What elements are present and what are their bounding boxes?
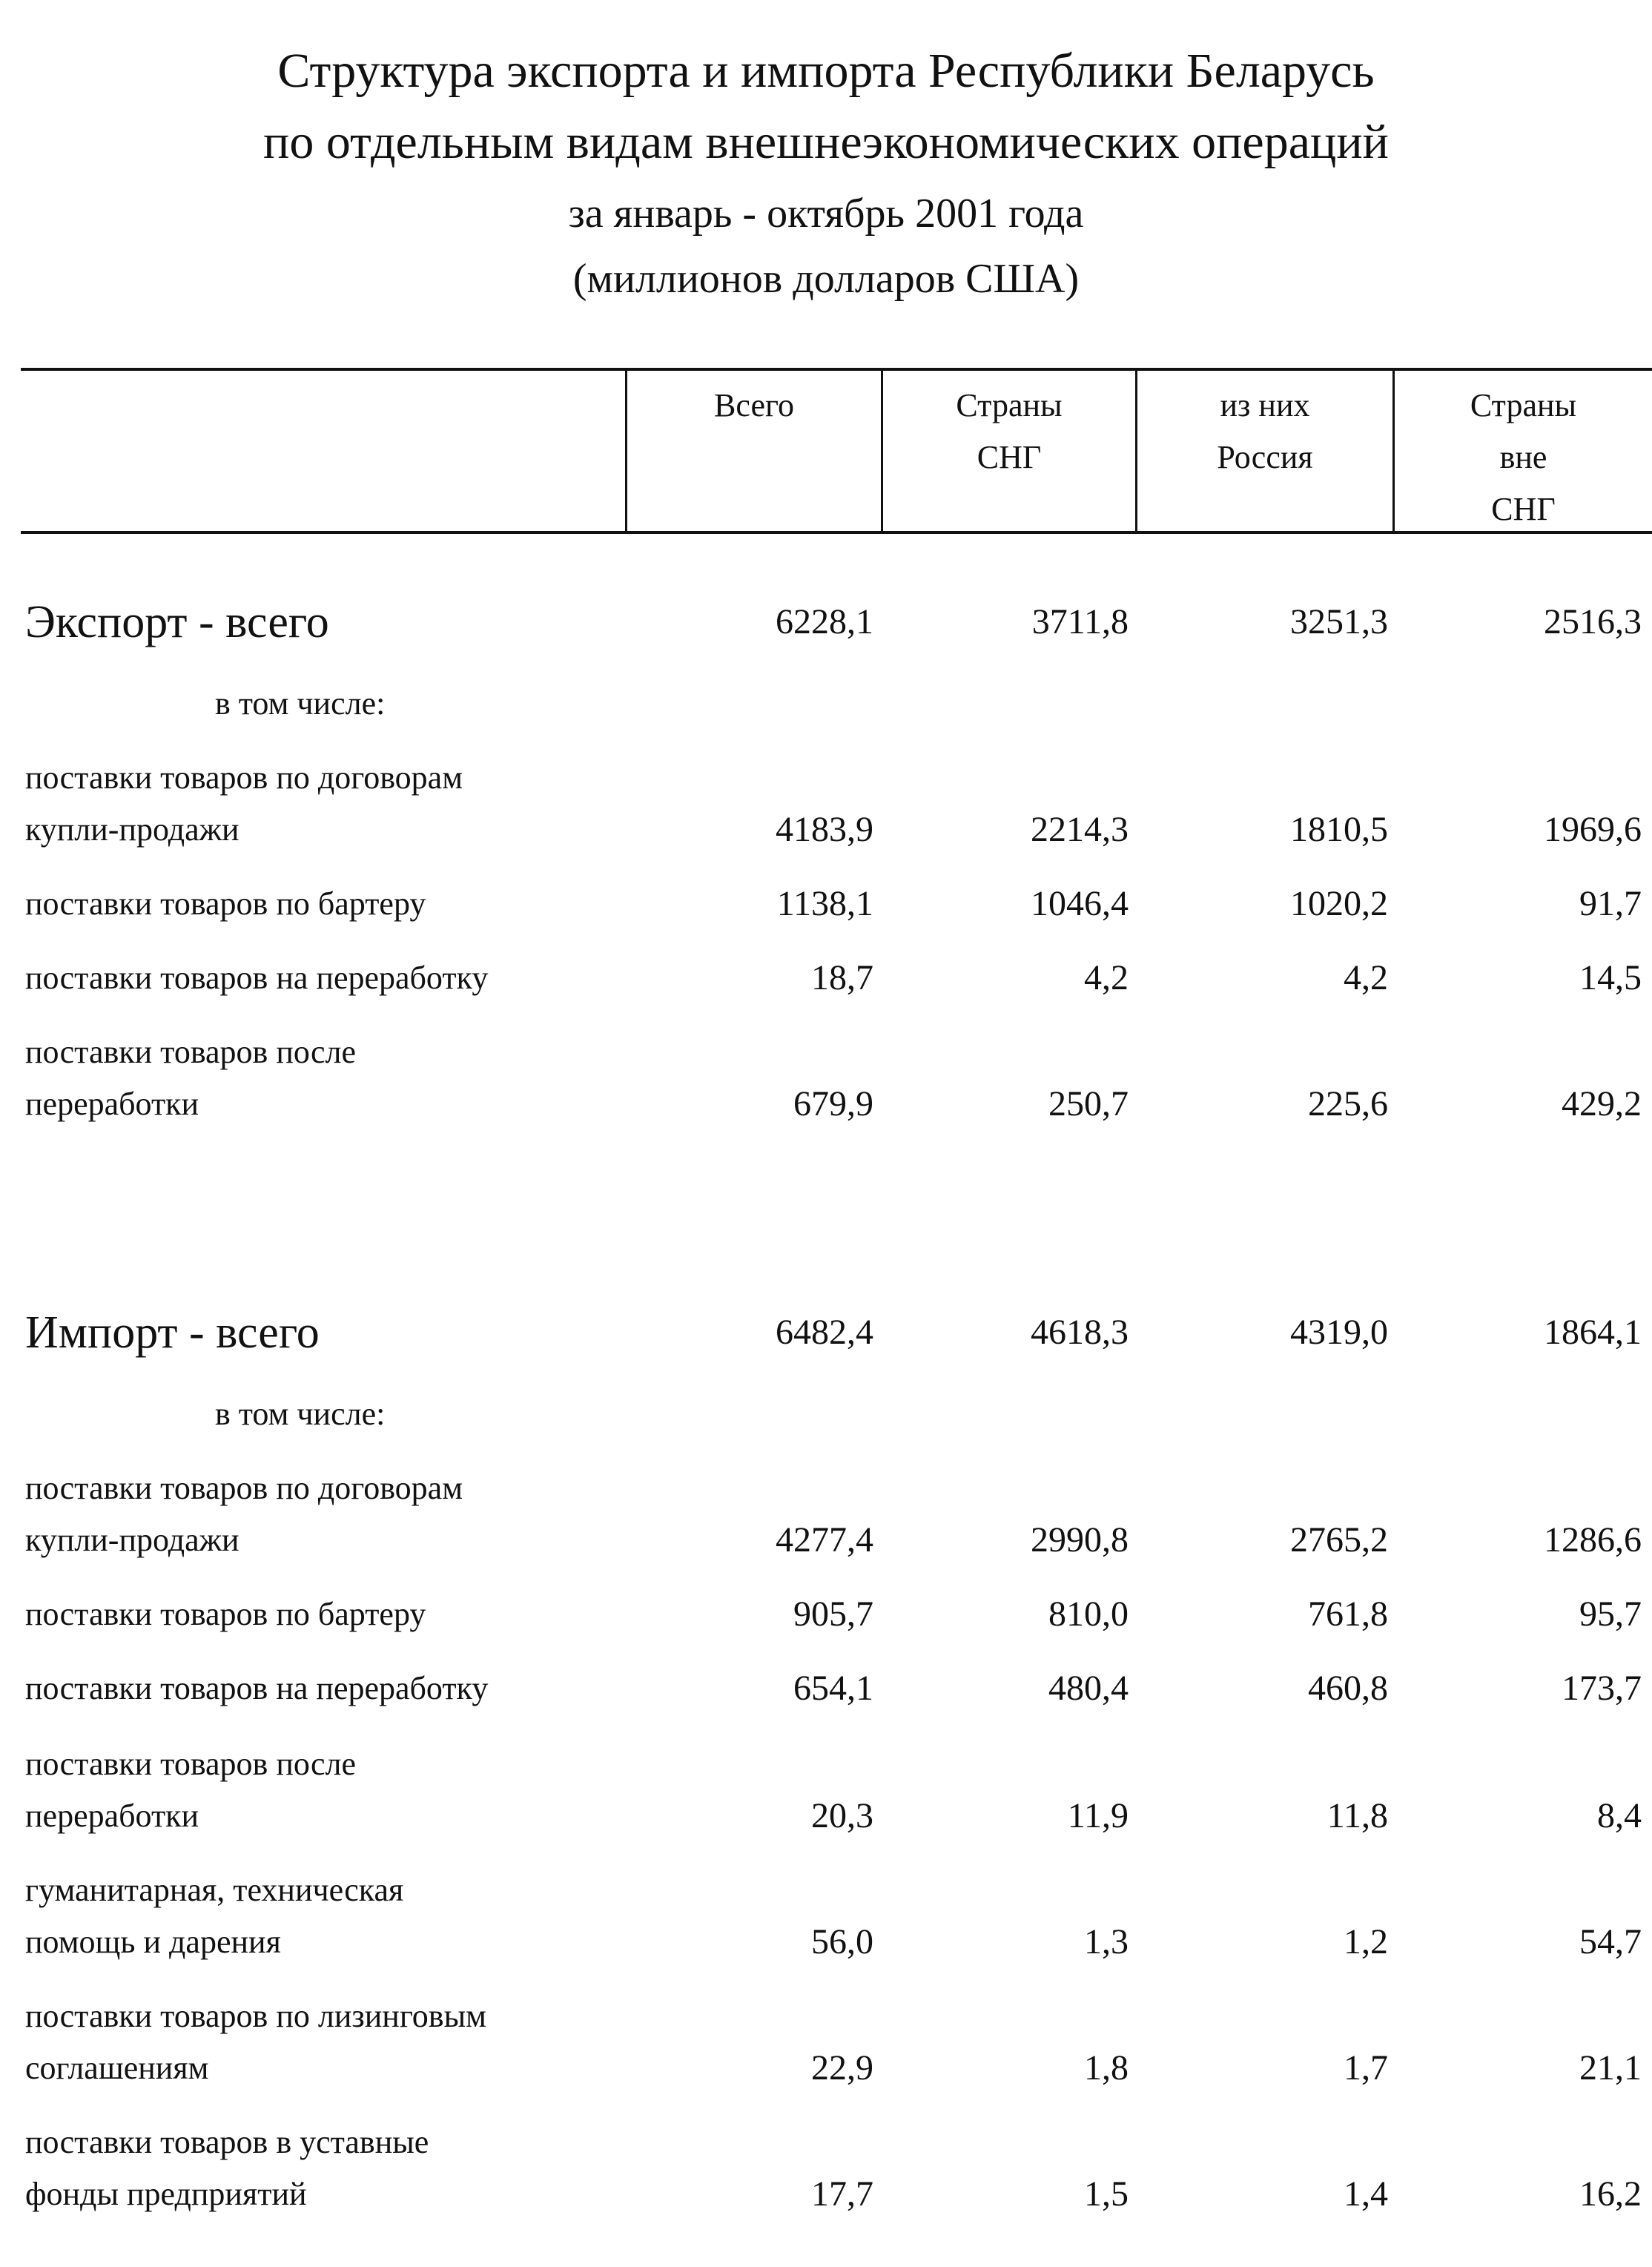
value-cell: 250,7 xyxy=(1048,1084,1129,1123)
header-top-rule xyxy=(21,368,1652,371)
value-cell: 3711,8 xyxy=(1031,602,1129,641)
table-row xyxy=(0,2116,1652,2220)
import-total-label: Импорт - всего xyxy=(25,1307,320,1358)
value-cell: 3251,3 xyxy=(1290,602,1388,641)
value-cell: 2516,3 xyxy=(1544,602,1642,641)
value-cell: 14,5 xyxy=(1579,958,1642,997)
page-title-line1: Структура экспорта и импорта Республики Беларусь xyxy=(277,44,1375,98)
value-cell: 1810,5 xyxy=(1290,810,1388,849)
table-row xyxy=(0,1864,1652,1968)
value-cell: 18,7 xyxy=(811,958,873,997)
value-cell: 4183,9 xyxy=(776,810,873,849)
header-cis: Страны СНГ xyxy=(956,387,1063,475)
table-row xyxy=(0,1588,1652,1640)
row-label: поставки товаров по договорам xyxy=(25,1470,463,1506)
value-cell: 1286,6 xyxy=(1544,1520,1642,1560)
value-cell: 1969,6 xyxy=(1544,810,1642,849)
value-cell: 429,2 xyxy=(1562,1084,1642,1123)
value-cell: 1138,1 xyxy=(776,884,873,923)
row-label: поставки товаров после xyxy=(25,1746,356,1782)
subheading: в том числе: xyxy=(215,685,386,722)
export-subheading-row xyxy=(0,678,1652,730)
value-cell: 91,7 xyxy=(1579,884,1642,923)
value-cell: 56,0 xyxy=(811,1922,873,1961)
row-label: поставки товаров в уставные xyxy=(25,2124,429,2160)
row-label: купли-продажи xyxy=(25,1522,239,1558)
value-cell: 8,4 xyxy=(1597,1796,1642,1835)
value-cell: 1,5 xyxy=(1084,2174,1129,2214)
subheading: в том числе: xyxy=(215,1396,386,1432)
value-cell: 16,2 xyxy=(1579,2174,1642,2214)
table-row xyxy=(0,1663,1652,1715)
export-total-label: Экспорт - всего xyxy=(25,597,329,647)
row-label: помощь и дарения xyxy=(25,1924,281,1960)
value-cell: 4,2 xyxy=(1084,958,1129,997)
value-cell: 679,9 xyxy=(793,1084,873,1123)
value-cell: 95,7 xyxy=(1579,1594,1642,1634)
value-cell: 4277,4 xyxy=(776,1520,873,1560)
value-cell: 1,2 xyxy=(1344,1922,1388,1961)
table-row xyxy=(0,752,1652,856)
row-label: поставки товаров по бартеру xyxy=(25,885,426,922)
row-label: поставки товаров по договорам xyxy=(25,759,463,796)
row-label: поставки товаров по бартеру xyxy=(25,1596,426,1632)
row-label: купли-продажи xyxy=(25,811,239,848)
row-label: поставки товаров на переработку xyxy=(25,960,489,996)
page-title-block xyxy=(0,36,1652,310)
table-row xyxy=(0,1462,1652,1566)
page-title-line2: по отдельным видам внешнеэкономических операций xyxy=(263,115,1389,169)
export-total-row xyxy=(0,596,1652,648)
value-cell: 2765,2 xyxy=(1290,1520,1388,1560)
import-total-row xyxy=(0,1307,1652,1359)
table-row xyxy=(0,1026,1652,1130)
value-cell: 2990,8 xyxy=(1031,1520,1129,1560)
value-cell: 1,8 xyxy=(1084,2048,1129,2088)
row-label: поставки товаров на переработку xyxy=(25,1670,489,1706)
units: (миллионов долларов США) xyxy=(572,256,1080,302)
value-cell: 6228,1 xyxy=(776,602,873,641)
value-cell: 2214,3 xyxy=(1031,810,1129,849)
row-label: переработки xyxy=(25,1086,199,1122)
table-row xyxy=(0,952,1652,1004)
value-cell: 460,8 xyxy=(1308,1669,1388,1708)
value-cell: 21,1 xyxy=(1579,2048,1642,2088)
value-cell: 17,7 xyxy=(811,2174,873,2214)
row-label: фонды предприятий xyxy=(25,2176,307,2212)
header-russia: из них Россия xyxy=(1217,387,1313,475)
value-cell: 654,1 xyxy=(793,1669,873,1708)
row-label: поставки товаров после xyxy=(25,1034,356,1070)
header-noncis: Страны вне СНГ xyxy=(1470,387,1577,527)
row-label: переработки xyxy=(25,1798,199,1834)
table-row xyxy=(0,878,1652,930)
value-cell: 4,2 xyxy=(1344,958,1388,997)
value-cell: 1864,1 xyxy=(1544,1313,1642,1352)
import-subheading-row xyxy=(0,1388,1652,1440)
value-cell: 1,7 xyxy=(1344,2048,1388,2088)
table-row xyxy=(0,1738,1652,1842)
value-cell: 4319,0 xyxy=(1290,1313,1388,1352)
header-total: Всего xyxy=(714,387,794,423)
table-row xyxy=(0,1990,1652,2094)
value-cell: 54,7 xyxy=(1579,1922,1642,1961)
value-cell: 20,3 xyxy=(811,1796,873,1835)
value-cell: 810,0 xyxy=(1048,1594,1129,1634)
row-label: гуманитарная, техническая xyxy=(25,1872,404,1908)
value-cell: 173,7 xyxy=(1562,1669,1642,1708)
period: за январь - октябрь 2001 года xyxy=(568,191,1084,237)
row-label: соглашениям xyxy=(25,2050,209,2086)
value-cell: 1046,4 xyxy=(1031,884,1129,923)
value-cell: 225,6 xyxy=(1308,1084,1388,1123)
value-cell: 761,8 xyxy=(1308,1594,1388,1634)
value-cell: 22,9 xyxy=(811,2048,873,2088)
row-label: поставки товаров по лизинговым xyxy=(25,1998,486,2034)
value-cell: 11,8 xyxy=(1326,1796,1388,1835)
value-cell: 905,7 xyxy=(793,1594,873,1634)
value-cell: 11,9 xyxy=(1067,1796,1129,1835)
value-cell: 480,4 xyxy=(1048,1669,1129,1708)
value-cell: 1,4 xyxy=(1344,2174,1388,2214)
value-cell: 1,3 xyxy=(1084,1922,1129,1961)
value-cell: 4618,3 xyxy=(1031,1313,1129,1352)
value-cell: 6482,4 xyxy=(776,1313,873,1352)
value-cell: 1020,2 xyxy=(1290,884,1388,923)
